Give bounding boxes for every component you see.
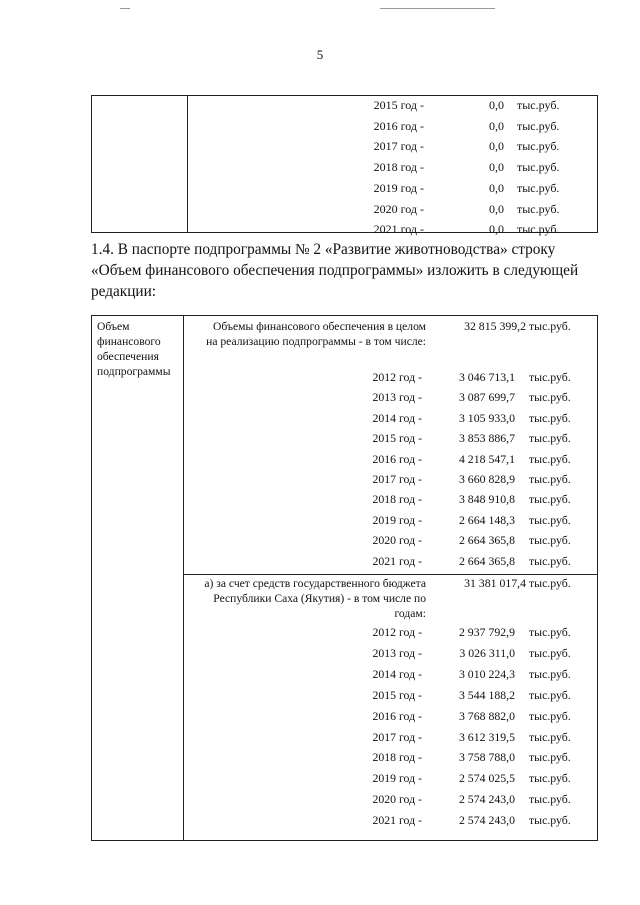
unit-label: тыс.руб.: [517, 98, 560, 112]
table-row: [92, 158, 597, 176]
year-label: 2015 год -: [373, 98, 424, 112]
amount-value: 3 768 882,0: [458, 708, 515, 723]
table-row: [92, 789, 597, 809]
unit-label: тыс.руб.: [529, 645, 571, 660]
table-row: [92, 179, 597, 197]
state-budget-amount: 31 381 017,4: [464, 576, 526, 590]
year-label: 2015 год -: [372, 431, 422, 446]
amount-value: 2 937 792,9: [458, 625, 515, 639]
year-label: 2021 год -: [373, 222, 424, 237]
amount-value: 0,0: [489, 139, 504, 154]
year-label: 2017 год -: [372, 729, 422, 744]
unit-label: тыс.руб.: [529, 771, 571, 786]
unit-label: тыс.руб.: [529, 792, 571, 807]
unit-label: тыс.руб.: [529, 533, 571, 548]
unit-label: тыс.руб.: [517, 139, 560, 154]
year-label: 2019 год -: [372, 512, 422, 527]
year-label: 2017 год -: [373, 139, 424, 154]
page-number: 5: [316, 47, 324, 62]
unit-label: тыс.руб.: [529, 451, 571, 466]
amount-value: 3 848 910,8: [458, 492, 515, 507]
unit-label: тыс.руб.: [517, 180, 560, 195]
amount-value: 0,0: [489, 98, 504, 112]
amount-value: 2 574 243,0: [458, 792, 515, 807]
state-budget-unit: тыс.руб.: [529, 576, 571, 590]
table-row: [92, 551, 597, 571]
amount-value: 0,0: [489, 160, 504, 175]
paragraph-line-3: редакции:: [91, 283, 157, 300]
table-row: [92, 449, 597, 469]
unit-label: тыс.руб.: [529, 472, 571, 486]
unit-label: тыс.руб.: [529, 729, 571, 744]
year-label: 2021 год -: [372, 813, 422, 828]
year-label: 2018 год -: [372, 750, 422, 765]
unit-label: тыс.руб.: [517, 118, 560, 133]
table-row: [92, 664, 597, 684]
unit-label: тыс.руб.: [529, 687, 571, 702]
table-row: [92, 220, 597, 238]
table-row: [92, 489, 597, 509]
year-label: 2012 год -: [372, 370, 422, 384]
year-label: 2013 год -: [372, 645, 422, 660]
scan-mark: [380, 8, 495, 9]
total-funding-amount: 32 815 399,2: [464, 319, 526, 333]
table-row: [92, 387, 597, 407]
amount-value: 2 664 365,8: [458, 553, 515, 568]
amount-value: 2 664 365,8: [458, 533, 515, 548]
amount-value: 3 010 224,3: [458, 666, 515, 681]
scan-mark: [120, 8, 130, 9]
table-row: [92, 200, 597, 218]
table-row: [92, 706, 597, 726]
amount-value: 3 660 828,9: [458, 472, 515, 486]
table-row: [92, 622, 597, 642]
year-label: 2015 год -: [372, 687, 422, 702]
amount-value: 2 574 243,0: [458, 813, 515, 828]
unit-label: тыс.руб.: [529, 666, 571, 681]
amount-value: 3 544 188,2: [458, 687, 515, 702]
year-label: 2013 год -: [372, 390, 422, 405]
table-row: [92, 137, 597, 155]
year-label: 2019 год -: [372, 771, 422, 786]
unit-label: тыс.руб.: [529, 708, 571, 723]
amount-value: 3 853 886,7: [458, 431, 515, 446]
unit-label: тыс.руб.: [517, 160, 560, 175]
year-label: 2021 год -: [372, 553, 422, 568]
amount-value: 2 574 025,5: [458, 771, 515, 786]
year-label: 2012 год -: [372, 625, 422, 639]
table-row: [92, 117, 597, 135]
table-row: [92, 367, 597, 387]
total-funding-label: Объемы финансового обеспечения в целом на реализацию подпрограммы - в том числе:: [206, 320, 426, 348]
year-label: 2020 год -: [372, 792, 422, 807]
table-row: [92, 408, 597, 428]
unit-label: тыс.руб.: [517, 222, 560, 237]
state-budget-label: а) за счет средств государственного бюджета Республики Саха (Якутия) - в том числе по годам:: [204, 577, 426, 620]
year-label: 2016 год -: [373, 118, 424, 133]
year-label: 2016 год -: [372, 451, 422, 466]
table-row: [92, 530, 597, 550]
unit-label: тыс.руб.: [529, 410, 571, 425]
amount-value: 0,0: [489, 222, 504, 237]
amount-value: 3 087 699,7: [458, 390, 515, 405]
year-label: 2020 год -: [373, 201, 424, 216]
table-row: [92, 747, 597, 767]
amount-value: 3 758 788,0: [458, 750, 515, 765]
year-label: 2014 год -: [372, 410, 422, 425]
unit-label: тыс.руб.: [529, 370, 571, 384]
year-label: 2016 год -: [372, 708, 422, 723]
amount-value: 0,0: [489, 180, 504, 195]
table-row: [92, 96, 597, 114]
unit-label: тыс.руб.: [529, 813, 571, 828]
top-table: [91, 95, 598, 237]
table-row: [92, 510, 597, 530]
table-row: [92, 685, 597, 705]
unit-label: тыс.руб.: [529, 512, 571, 527]
amount-value: 0,0: [489, 118, 504, 133]
table-row: [92, 428, 597, 448]
amount-value: 3 105 933,0: [458, 410, 515, 425]
year-label: 2018 год -: [372, 492, 422, 507]
amount-value: 0,0: [489, 201, 504, 216]
unit-label: тыс.руб.: [529, 750, 571, 765]
amount-value: 3 026 311,0: [459, 645, 515, 660]
amount-value: 3 046 713,1: [458, 370, 515, 384]
unit-label: тыс.руб.: [529, 553, 571, 568]
funding-table: [91, 315, 598, 841]
unit-label: тыс.руб.: [517, 201, 560, 216]
row-header-label: Объем финансового обеспечения подпрограммы: [97, 320, 171, 378]
year-label: 2020 год -: [372, 533, 422, 548]
unit-label: тыс.руб.: [529, 625, 571, 639]
paragraph-line-2: «Объем финансового обеспечения подпрограммы» изложить в следующей: [91, 262, 579, 279]
amount-value: 2 664 148,3: [458, 512, 515, 527]
table-row: [92, 469, 597, 489]
total-funding-unit: тыс.руб.: [529, 319, 571, 333]
year-label: 2014 год -: [372, 666, 422, 681]
amount-value: 4 218 547,1: [458, 451, 515, 466]
amount-value: 3 612 319,5: [458, 729, 515, 744]
table-row: [92, 727, 597, 747]
paragraph-line-1: 1.4. В паспорте подпрограммы № 2 «Развитие животноводства» строку: [91, 241, 556, 258]
year-label: 2017 год -: [372, 472, 422, 486]
row-separator: [183, 574, 597, 575]
unit-label: тыс.руб.: [529, 431, 571, 446]
table-row: [92, 768, 597, 788]
table-row: [92, 810, 597, 830]
year-label: 2019 год -: [373, 180, 424, 195]
year-label: 2018 год -: [373, 160, 424, 175]
unit-label: тыс.руб.: [529, 492, 571, 507]
unit-label: тыс.руб.: [529, 390, 571, 405]
table-row: [92, 643, 597, 663]
